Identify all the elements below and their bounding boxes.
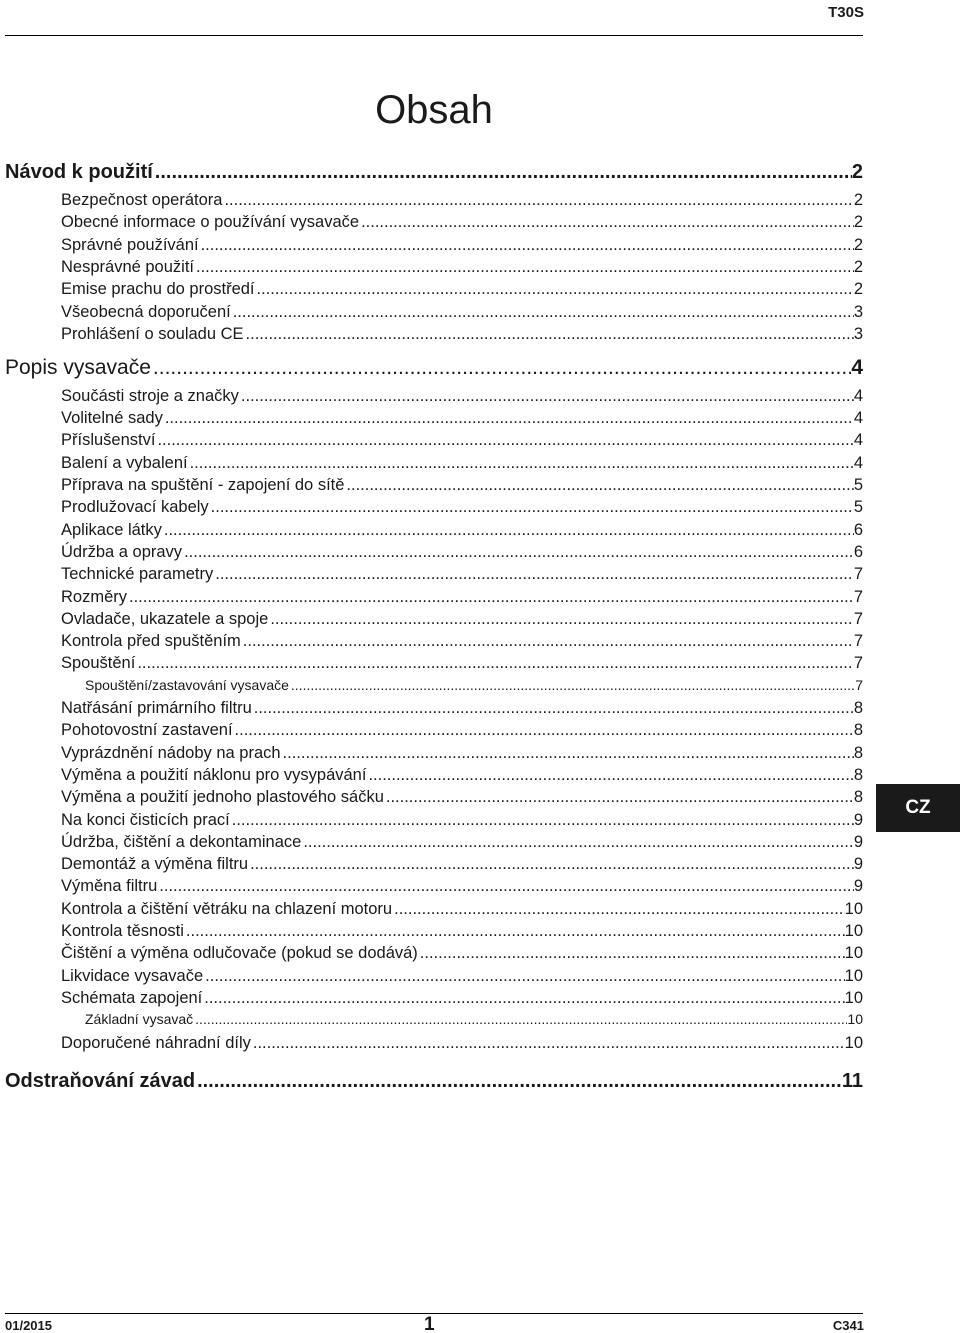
toc-label: Spouštění — [61, 654, 136, 673]
toc-page-number: 2 — [853, 191, 863, 209]
toc-label: Volitelné sady — [61, 409, 163, 428]
toc-label: Rozměry — [61, 587, 128, 606]
toc-label: Základní vysavač — [85, 1011, 194, 1028]
toc-entry[interactable] — [61, 943, 863, 963]
toc-page-number: 11 — [841, 1069, 863, 1092]
toc-leader-dots — [418, 943, 845, 963]
document-model: T30S — [828, 4, 864, 21]
toc-leader-dots — [188, 453, 854, 473]
toc-entry[interactable] — [61, 475, 863, 495]
toc-page-number: 8 — [853, 721, 863, 740]
toc-leader-dots — [252, 698, 854, 718]
toc-page-number: 9 — [853, 832, 863, 851]
toc-label: Likvidace vysavače — [61, 966, 204, 985]
toc-leader-dots — [268, 609, 854, 629]
toc-label: Popis vysavače — [5, 355, 151, 379]
toc-entry[interactable] — [61, 1033, 863, 1053]
toc-page-number: 10 — [844, 1033, 863, 1052]
toc-page-number: 7 — [855, 676, 863, 693]
toc-page-number: 3 — [853, 302, 863, 321]
toc-label: Spouštění/zastavování vysavače — [85, 676, 289, 693]
toc-label: Na konci čisticích prací — [61, 810, 230, 829]
toc-page-number: 7 — [853, 609, 863, 628]
toc-leader-dots — [213, 564, 854, 584]
toc-entry[interactable] — [85, 1010, 863, 1028]
toc-entry[interactable] — [85, 676, 863, 694]
toc-label: Demontáž a výměna filtru — [61, 855, 249, 874]
toc-leader-dots — [194, 257, 854, 277]
toc-entry[interactable] — [61, 497, 863, 517]
toc-page-number: 2 — [853, 235, 863, 254]
toc-page-number: 4 — [853, 431, 863, 450]
toc-label: Výměna a použití jednoho plastového sáčku — [61, 788, 384, 807]
toc-leader-dots — [289, 676, 855, 694]
toc-entry[interactable] — [61, 854, 863, 874]
toc-entry[interactable] — [61, 765, 863, 785]
page-title: Obsah — [375, 88, 493, 132]
toc-entry[interactable] — [61, 190, 863, 210]
toc-entry[interactable] — [61, 212, 863, 232]
toc-leader-dots — [241, 631, 854, 651]
toc-entry[interactable] — [61, 386, 863, 406]
toc-entry[interactable] — [61, 787, 863, 807]
footer-page-number: 1 — [424, 1314, 435, 1333]
toc-entry[interactable] — [61, 810, 863, 830]
toc-page-number: 8 — [853, 743, 863, 762]
toc-page-number: 8 — [853, 765, 863, 784]
toc-page-number: 2 — [853, 257, 863, 276]
toc-label: Výměna filtru — [61, 877, 158, 896]
toc-page-number: 7 — [853, 654, 863, 673]
toc-label: Aplikace látky — [61, 520, 162, 539]
toc-page-number: 10 — [847, 1011, 863, 1028]
toc-leader-dots — [233, 720, 854, 740]
toc-entry[interactable] — [61, 324, 863, 344]
toc-label: Čištění a výměna odlučovače (pokud se dodává) — [61, 944, 418, 963]
toc-section[interactable] — [5, 356, 863, 380]
toc-page-number: 2 — [853, 213, 863, 232]
toc-page-number: 2 — [853, 280, 863, 299]
toc-entry[interactable] — [61, 564, 863, 584]
toc-leader-dots — [222, 190, 853, 210]
toc-page-number: 4 — [853, 453, 863, 472]
toc-label: Údržba a opravy — [61, 542, 183, 561]
toc-label: Vyprázdnění nádoby na prach — [61, 743, 281, 762]
toc-leader-dots — [244, 324, 854, 344]
toc-leader-dots — [392, 899, 845, 919]
toc-label: Výměna a použití náklonu pro vysypávání — [61, 765, 367, 784]
toc-label: Emise prachu do prostředí — [61, 280, 255, 299]
toc-entry[interactable] — [61, 257, 863, 277]
toc-label: Pohotovostní zastavení — [61, 721, 233, 740]
toc-entry[interactable] — [61, 302, 863, 322]
toc-label: Kontrola a čištění větráku na chlazení motoru — [61, 899, 393, 918]
toc-entry[interactable] — [61, 408, 863, 428]
toc-leader-dots — [209, 497, 854, 517]
toc-label: Údržba, čištění a dekontaminace — [61, 832, 302, 851]
toc-entry[interactable] — [61, 609, 863, 629]
toc-page-number: 9 — [853, 810, 863, 829]
toc-leader-dots — [384, 787, 854, 807]
toc-page-number: 8 — [853, 699, 863, 717]
toc-label: Návod k použití — [5, 161, 153, 183]
toc-page-number: 8 — [853, 788, 863, 807]
toc-entry[interactable] — [61, 832, 863, 852]
toc-leader-dots — [163, 408, 854, 428]
toc-leader-dots — [203, 966, 844, 986]
toc-leader-dots — [301, 832, 854, 852]
toc-page-number: 7 — [853, 565, 863, 584]
toc-entry[interactable] — [61, 430, 863, 450]
toc-page-number: 4 — [853, 409, 863, 428]
toc-page-number: 7 — [853, 587, 863, 606]
toc-leader-dots — [199, 235, 854, 255]
toc-entry[interactable] — [61, 743, 863, 763]
footer-date: 01/2015 — [5, 1318, 52, 1333]
toc-leader-dots — [153, 160, 852, 184]
toc-leader-dots — [127, 587, 854, 607]
toc-entry[interactable] — [61, 453, 863, 473]
toc-page-number: 5 — [853, 498, 863, 517]
toc-label: Odstraňování závad — [5, 1069, 196, 1092]
toc-label: Kontrola před spuštěním — [61, 632, 241, 651]
toc-leader-dots — [162, 520, 854, 540]
toc-leader-dots — [193, 1010, 847, 1028]
toc-label: Balení a vybalení — [61, 453, 188, 472]
toc-label: Příprava na spuštění - zapojení do sítě — [61, 476, 345, 494]
toc-entry[interactable] — [61, 520, 863, 540]
toc-page-number: 4 — [853, 386, 863, 405]
toc-label: Prohlášení o souladu CE — [61, 324, 244, 343]
toc-leader-dots — [184, 921, 845, 941]
toc-page-number: 9 — [853, 855, 863, 874]
toc-label: Schémata zapojení — [61, 988, 203, 1007]
toc-page-number: 10 — [844, 988, 863, 1007]
toc-entry[interactable] — [61, 720, 863, 740]
toc-page-number: 6 — [853, 542, 863, 561]
toc-label: Všeobecná doporučení — [61, 302, 231, 321]
toc-leader-dots — [248, 854, 854, 874]
toc-entry[interactable] — [61, 698, 863, 718]
toc-label: Obecné informace o používání vysavače — [61, 213, 360, 232]
toc-label: Příslušenství — [61, 431, 156, 450]
toc-leader-dots — [359, 212, 854, 232]
toc-leader-dots — [344, 475, 853, 495]
toc-label: Technické parametry — [61, 565, 214, 584]
toc-label: Doporučené náhradní díly — [61, 1033, 251, 1052]
toc-entry[interactable] — [61, 587, 863, 607]
toc-label: Součásti stroje a značky — [61, 386, 239, 405]
toc-page-number: 10 — [844, 922, 863, 940]
toc-leader-dots — [202, 988, 844, 1008]
toc-entry[interactable] — [61, 876, 863, 896]
toc-page-number: 3 — [853, 324, 863, 343]
toc-page-number: 9 — [853, 877, 863, 896]
toc-section[interactable] — [5, 160, 863, 184]
toc-leader-dots — [366, 765, 853, 785]
toc-entry[interactable] — [61, 653, 863, 673]
toc-leader-dots — [195, 1069, 842, 1093]
toc-entry[interactable] — [61, 921, 863, 941]
toc-leader-dots — [135, 653, 854, 673]
toc-page-number: 6 — [853, 520, 863, 539]
toc-entry[interactable] — [61, 279, 863, 299]
toc-entry[interactable] — [61, 631, 863, 651]
toc-page-number: 5 — [853, 476, 863, 494]
toc-page-number: 10 — [844, 966, 863, 985]
toc-leader-dots — [155, 430, 853, 450]
toc-leader-dots — [157, 876, 854, 896]
toc-leader-dots — [255, 279, 854, 299]
toc-page-number: 4 — [851, 355, 863, 379]
language-tab: CZ — [876, 784, 960, 832]
footer-doc-code: C341 — [832, 1318, 864, 1333]
toc-leader-dots — [231, 302, 854, 322]
toc-entry[interactable] — [61, 235, 863, 255]
toc-label: Bezpečnost operátora — [61, 191, 223, 209]
toc-leader-dots — [151, 356, 851, 380]
toc-entry[interactable] — [61, 899, 863, 919]
toc-section[interactable] — [5, 1069, 863, 1093]
toc-page-number: 10 — [844, 899, 863, 918]
toc-page-number: 10 — [844, 944, 863, 963]
toc-leader-dots — [251, 1033, 845, 1053]
toc-leader-dots — [182, 542, 854, 562]
toc-label: Prodlužovací kabely — [61, 498, 209, 517]
toc-label: Natřásání primárního filtru — [61, 699, 252, 717]
toc-leader-dots — [239, 386, 854, 406]
toc-label: Ovladače, ukazatele a spoje — [61, 609, 269, 628]
toc-entry[interactable] — [61, 966, 863, 986]
header-divider — [5, 35, 863, 36]
toc-leader-dots — [230, 810, 854, 830]
toc-label: Správné používání — [61, 235, 199, 254]
toc-label: Nesprávné použití — [61, 257, 194, 276]
toc-entry[interactable] — [61, 542, 863, 562]
toc-label: Kontrola těsnosti — [61, 922, 184, 940]
toc-entry[interactable] — [61, 988, 863, 1008]
toc-leader-dots — [281, 743, 854, 763]
toc-page-number: 7 — [853, 632, 863, 651]
toc-page-number: 2 — [851, 161, 863, 183]
